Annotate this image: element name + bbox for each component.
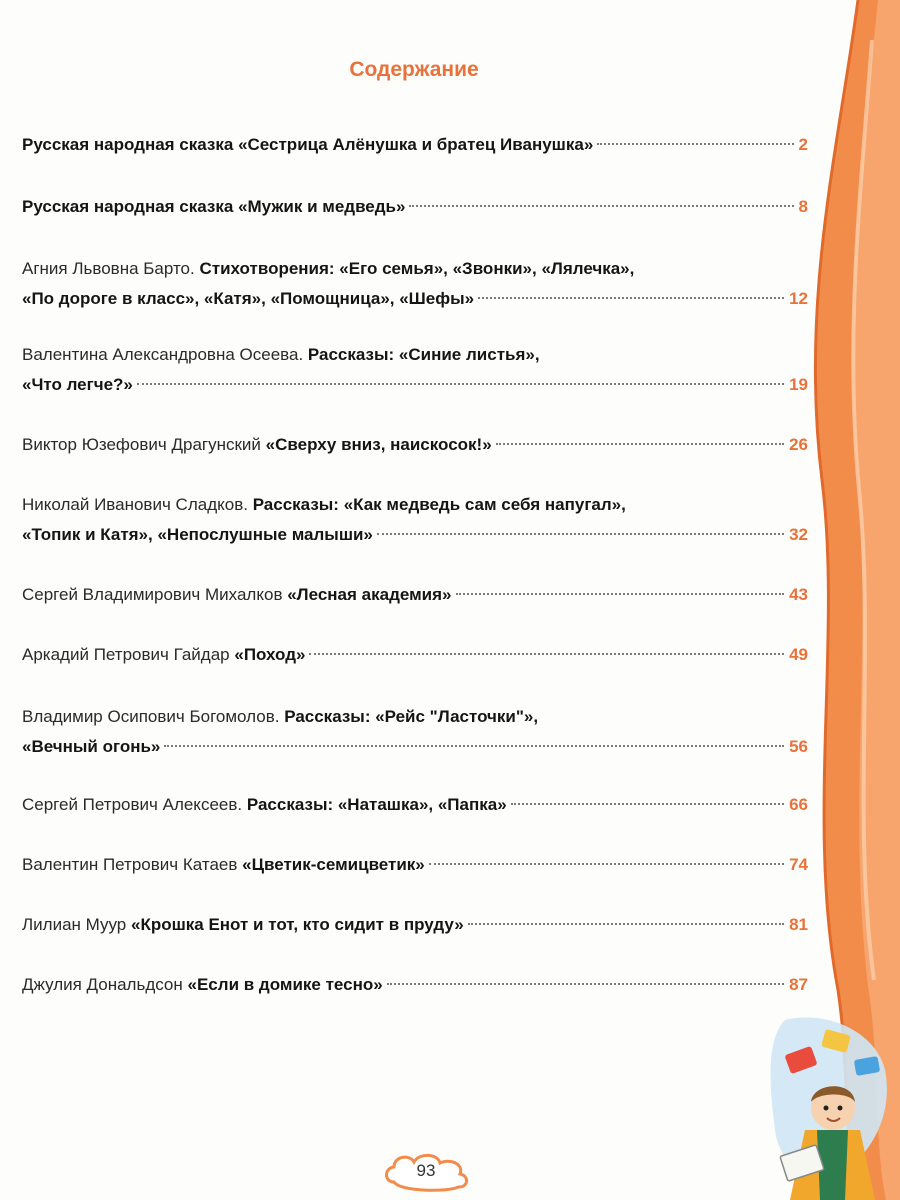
- page-footer: [380, 1150, 472, 1192]
- author-name: Аркадий Петрович Гайдар: [22, 645, 230, 664]
- toc-line: [22, 130, 808, 160]
- page-title: Содержание: [349, 58, 479, 81]
- work-titles: Стихотворения: «Его семья», «Звонки», «Лялечка»,: [199, 259, 635, 278]
- toc-line: [22, 640, 808, 670]
- page-number: 43: [789, 585, 808, 604]
- toc-entry: [22, 640, 808, 670]
- page-number: 56: [789, 737, 808, 756]
- page-number: 2: [798, 135, 808, 154]
- page-number-footer: 93: [416, 1161, 436, 1180]
- page-number: 26: [789, 435, 808, 454]
- dot-leader: [164, 745, 784, 747]
- toc-entry: [22, 130, 808, 160]
- work-titles: «Крошка Енот и тот, кто сидит в пруду»: [130, 915, 464, 934]
- work-titles: «По дороге в класс», «Катя», «Помощница», «Шефы»: [22, 289, 475, 308]
- dot-leader: [309, 653, 784, 655]
- work-titles: «Вечный огонь»: [22, 737, 161, 756]
- work-titles: Рассказы: «Как медведь сам себя напугал»,: [252, 495, 626, 514]
- dot-leader: [456, 593, 785, 595]
- author-name: Валентин Петрович Катаев: [22, 855, 238, 874]
- work-titles: «Если в домике тесно»: [187, 975, 383, 994]
- toc-line: [22, 702, 808, 732]
- toc-line: [22, 254, 808, 284]
- work-titles: «Сверху вниз, наискосок!»: [265, 435, 492, 454]
- toc-line: [22, 910, 808, 940]
- schoolboy-with-books-illustration: [765, 1010, 900, 1200]
- toc-entry: [22, 430, 808, 460]
- toc-entry: [22, 850, 808, 880]
- page-number: 81: [789, 915, 808, 934]
- toc-line: [22, 850, 808, 880]
- dot-leader: [137, 383, 784, 385]
- work-titles: Русская народная сказка «Мужик и медведь»: [22, 197, 406, 216]
- author-name: Джулия Дональдсон: [22, 975, 183, 994]
- page-number: 66: [789, 795, 808, 814]
- dot-leader: [377, 533, 784, 535]
- toc-line: [22, 732, 808, 762]
- toc-line: [22, 790, 808, 820]
- page-number: 8: [798, 197, 808, 216]
- work-titles: Рассказы: «Рейс "Ласточки"»,: [284, 707, 539, 726]
- toc-line: [22, 370, 808, 400]
- author-name: Сергей Петрович Алексеев.: [22, 795, 243, 814]
- author-name: Валентина Александровна Осеева.: [22, 345, 304, 364]
- author-name: Сергей Владимирович Михалков: [22, 585, 283, 604]
- toc-line: [22, 284, 808, 314]
- toc-entry: [22, 580, 808, 610]
- toc-entry: [22, 340, 808, 400]
- author-name: Агния Львовна Барто.: [22, 259, 195, 278]
- toc-line: [22, 340, 808, 370]
- page-number: 12: [789, 289, 808, 308]
- page-number: 19: [789, 375, 808, 394]
- page-number: 87: [789, 975, 808, 994]
- dot-leader: [387, 983, 784, 985]
- toc-entry: [22, 490, 808, 550]
- dot-leader: [468, 923, 784, 925]
- toc-entry: [22, 790, 808, 820]
- toc-line: [22, 490, 808, 520]
- page-number: 74: [789, 855, 808, 874]
- author-name: Николай Иванович Сладков.: [22, 495, 248, 514]
- author-name: Владимир Осипович Богомолов.: [22, 707, 280, 726]
- dot-leader: [511, 803, 784, 805]
- work-titles: «Что легче?»: [22, 375, 133, 394]
- toc-line: [22, 430, 808, 460]
- work-titles: «Топик и Катя», «Непослушные малыши»: [22, 525, 373, 544]
- dot-leader: [597, 143, 793, 145]
- toc-entry: [22, 702, 808, 762]
- toc-entry: [22, 970, 808, 1000]
- work-titles: «Поход»: [234, 645, 306, 664]
- work-titles: «Лесная академия»: [287, 585, 452, 604]
- work-titles: «Цветик-семицветик»: [242, 855, 425, 874]
- page-number: 49: [789, 645, 808, 664]
- dot-leader: [429, 863, 784, 865]
- dot-leader: [496, 443, 784, 445]
- author-name: Лилиан Муур: [22, 915, 127, 934]
- toc-line: [22, 580, 808, 610]
- work-titles: Рассказы: «Синие листья»,: [307, 345, 540, 364]
- work-titles: Русская народная сказка «Сестрица Алёнушка и братец Иванушка»: [22, 135, 594, 154]
- toc-line: [22, 520, 808, 550]
- toc-entry: [22, 910, 808, 940]
- dot-leader: [478, 297, 784, 299]
- toc-line: [22, 970, 808, 1000]
- work-titles: Рассказы: «Наташка», «Папка»: [246, 795, 507, 814]
- toc-entry: [22, 254, 808, 314]
- author-name: Виктор Юзефович Драгунский: [22, 435, 261, 454]
- toc-entry: [22, 192, 808, 222]
- toc-line: [22, 192, 808, 222]
- page-number: 32: [789, 525, 808, 544]
- dot-leader: [409, 205, 793, 207]
